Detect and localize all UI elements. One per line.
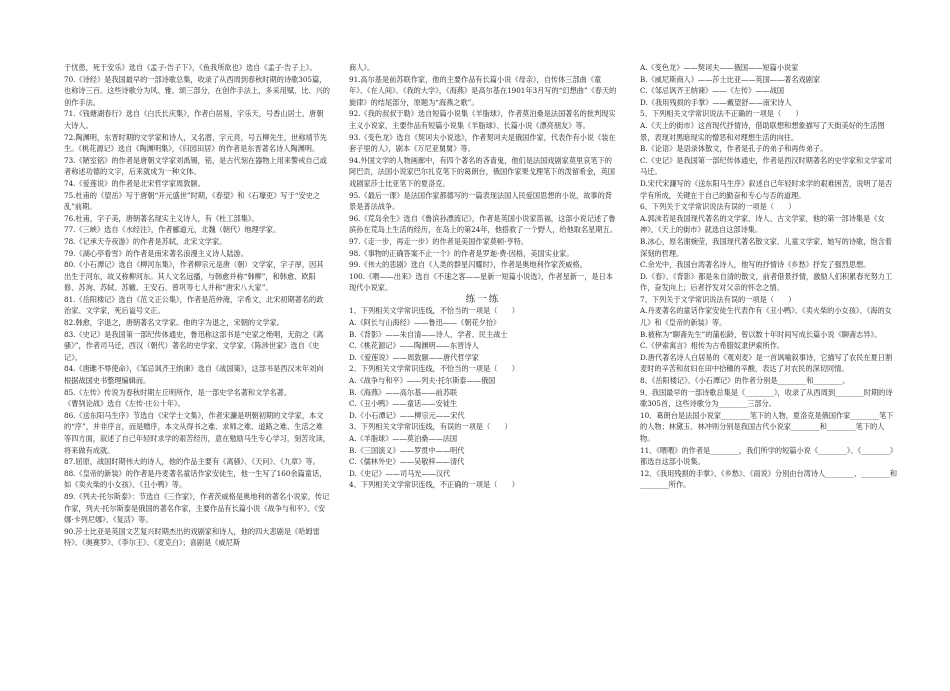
text-line: 94.外国文学的人物画廊中，有四个著名的吝啬鬼，他们是法国戏剧家莫里哀笔下的阿巴贡，法国小说家巴尔扎克笔下的葛朗台，俄国作家果戈理笔下的泼留希金，英国戏剧家莎士比亚笔下的夏洛克。 <box>349 155 615 188</box>
text-line: 81.《岳阳楼记》选自《范文正公集》，作者是范仲淹，字希文，北宋初期著名的政治家、文学家，死后谥号文正。 <box>64 294 324 316</box>
text-line: C.《儒林外史》——吴敬梓——清代 <box>349 457 465 467</box>
section-title: 练一练 <box>465 293 501 305</box>
text-line: 71.《钱塘湖春行》选自《白氏长庆集》，作者白居易，字乐天，号香山居士，唐朝大诗人。 <box>64 109 324 130</box>
text-line: 79.《湖心亭看雪》的作者是南宋著名浪漫主义诗人陆游。 <box>64 248 248 258</box>
text-line: C.余光中，我国台湾著名诗人，他写的抒情诗《乡愁》抒发了强烈思想。 <box>640 260 871 270</box>
text-line: 86.《送东阳马生序》节选自《宋学士文集》，作者宋濂是明朝初期的文学家，本文的“序”，并非序言，而是赠序，本文从得书之难、求师之难、道路之难、生活之难等四方面，叙述了自己年轻时求学的艰苦经历，意在勉励马生专心学习，刻苦攻读，将来做有成就。 <box>64 410 330 455</box>
text-line: C.《史记》是我国第一部纪传体通史，作者是西汉时期著名的史学家和文学家司马迁。 <box>640 155 892 177</box>
text-line: D.《爱莲说》——周敦颐——唐代哲学家 <box>349 352 479 362</box>
text-line: 90.莎士比亚是英国文艺复兴时期杰出的戏剧家和诗人，他的四大悲剧是《哈姆雷特》、《奥赛罗》、《李尔王》、《麦克白》；喜剧是《威尼斯 <box>64 526 320 548</box>
column-right <box>640 62 898 491</box>
text-line: 83.《史记》是我国第一部纪传体通史，鲁迅称这部书是“史家之绝唱，无韵之《离骚》”，作者司马迁，西汉（朝代）著名的史学家、文学家，《陈涉世家》选自《史记》。 <box>64 329 324 362</box>
text-line: 92.《我的叔叔于勒》选自短篇小说集《羊脂球》，作者莫泊桑是法国著名的批判现实主义小说家，主要作品有短篇小说集《羊脂球》、长篇小说《漂亮朋友》等。 <box>349 109 616 130</box>
text-line: 73.《陋室铭》的作者是唐朝文学家刘禹锡，铭，是古代刻在器物上用来警戒自己或者称述功德的文字，后来就成为一种文体。 <box>64 155 327 177</box>
text-line: 98.《事物的正确答案不止一个》的作者是罗迦·费·因格，美国实业家。 <box>349 248 574 258</box>
text-line: 商人》。 <box>349 63 375 72</box>
text-line: 82.韩愈，字退之，唐朝著名文学家。他的字为退之，宋朝的文学家。 <box>64 318 284 328</box>
text-line: A.《天上的街市》这首现代抒情诗，借助联想和想象描写了天街美好的生活图景，表现对黑暗现实的憎恶和对理想生活的向往。 <box>640 120 885 142</box>
text-line: 84.《唐雎不辱使命》，《邹忌讽齐王纳谏》选自《战国策》，这部书是西汉末年刘向根据战国史书整理编辑而。 <box>64 364 324 386</box>
text-line: 78.《记承天寺夜游》的作者是苏轼，北宋文学家。 <box>64 236 227 246</box>
text-line: 95.《最后一课》是法国作家都德写的一篇表现法国人民爱国思想的小说，故事的背景是普法战争。 <box>349 190 612 212</box>
text-line: B.《海燕》——高尔基——前苏联 <box>349 387 458 397</box>
column-left <box>64 62 330 549</box>
text-line: C.《丑小鸭》——童话——安徒生 <box>349 399 458 409</box>
text-line: C.《邹忌讽齐王纳谏》——《左传》——战国 <box>640 86 785 96</box>
text-line: B.《论语》是语录体散文，作者是孔子的弟子和再传弟子。 <box>640 144 828 154</box>
text-line: 6、下列关于文学常识说法有误的一项是（ ） <box>640 202 796 212</box>
text-line: A.《阿长与山海经》——鲁迅——《朝花夕拾》 <box>349 318 501 328</box>
text-line: 3、下列相关文学常识连线，有误的一项是（ ） <box>349 422 512 432</box>
text-line: 《曹刿论战》选自《左传·庄公十年》。 <box>64 399 185 409</box>
text-line: B.被称为“聊斋先生”的蒲松龄，曾以数十年时间写成长篇小说《聊斋志异》。 <box>640 329 882 339</box>
text-line: 88.《皇帝的新装》的作者是丹麦著名童话作家安徒生，他一生写了160余篇童话，如《卖火柴的小女孩》、《丑小鸭》等。 <box>64 468 327 490</box>
text-line: C.《伊索寓言》相传为古希腊奴隶伊索所作。 <box>640 341 785 351</box>
text-line: 5、下列相关文学常识说法不正确的一项是（ ） <box>640 109 803 119</box>
text-line: 80.《小石潭记》选自《柳河东集》，作者柳宗元是唐（朝）文学家，字子厚，因其出生于河东，故又称柳河东。其人文名远播，与韩愈并称“韩柳”，和韩愈、欧阳修、苏洵、苏轼、苏辙、王安石、曾巩等七人并称“唐宋八大家”。 <box>64 260 324 293</box>
text-line: 7、下列关于文学常识说法有误的一项是（ ） <box>640 294 796 304</box>
text-line: A.《羊脂球》——莫泊桑——法国 <box>349 434 458 443</box>
text-line: 85.《左传》传说为春秋时期左丘明所作，是一部史学名著和文学名著。 <box>64 387 292 397</box>
text-line: 10、葛朗台是法国小说家________笔下的人物，夏洛克是俄国作家________笔下的人物；林黛玉、林冲则分别是我国古代小说家________和________笔下的人物。 <box>640 410 894 443</box>
text-line: B.《三国演义》——罗贯中——明代 <box>349 445 465 455</box>
text-line: 11、《喂喂》的作者是________，我们所学的短篇小说《________》、《________》都选自这部小说集。 <box>640 445 898 467</box>
text-line: 70.《诗经》是我国最早的一部诗歌总集，收录了从西周到春秋时期的诗歌305篇，也称诗三百。这些诗歌分为风、雅、颂三部分，在创作手法上，多采用赋、比、兴的创作手法。 <box>64 74 330 107</box>
column-middle <box>349 62 617 491</box>
text-line: 96.《荒岛余生》选自《鲁滨孙漂流记》，作者是英国小说家笛福，这部小说记述了鲁滨孙在荒岛上生活的经历，在岛上的第24年，他搭救了一个野人，给他取名星期五。 <box>349 213 617 235</box>
text-line: 于忧患，死于安乐》选自《孟子·告子下》，《鱼我所欲也》选自《孟子·告子上》。 <box>64 63 317 72</box>
text-line: D.《春》、《背影》都是朱自清的散文，前者借景抒情，激励人们积累春光努力工作，奋发向上；后者抒发对父亲的怀念之情。 <box>640 271 893 293</box>
text-line: A.《变色龙》——契诃夫——俄国——短篇小说家 <box>640 63 799 72</box>
text-line: 12、《我用残损的手掌》、《乡愁》、《雨说》分别由台湾诗人________、________和________所作。 <box>640 468 898 490</box>
text-line: D.《我用残损的手掌》——戴望舒——南宋诗人 <box>640 97 792 107</box>
text-line: D.唐代著名诗人白居易的《观刈麦》是一首讽喻叙事诗，它描写了农民在夏日割麦时的辛苦和贫妇在田中拾穗的辛酸，表达了对农民的深切同情。 <box>640 352 893 374</box>
text-line: 8、《岳阳楼记》、《小石潭记》的作者分别是________和________。 <box>640 376 850 386</box>
text-line: 87.屈原，战国时期伟大的诗人，他的作品主要有《离骚》、《天问》、《九章》等。 <box>64 457 320 467</box>
text-line: 93.《变色龙》选自《契诃夫小说选》，作者契诃夫是俄国作家，代表作有小说《装在套子里的人》，剧本《万尼亚舅舅》等。 <box>349 132 616 154</box>
text-line: C.《桃花源记》——陶渊明——东晋诗人 <box>349 341 479 351</box>
text-line: 99.《伟大的悲剧》选自《人类的群星闪耀时》，作者是奥地利作家茨威格。 <box>349 260 587 270</box>
text-line: 74.《爱莲说》的作者是北宋哲学家周敦颐。 <box>64 178 205 188</box>
text-line: 97.《走一步，再走一步》的作者是美国作家莫顿·亨特。 <box>349 236 529 246</box>
text-line: B.《威尼斯商人》——莎士比亚——英国——著名戏剧家 <box>640 74 821 84</box>
text-line: 100.《喂——出来》选自《不速之客——星新一短篇小说选》，作者星新一，是日本现代小说家。 <box>349 271 613 293</box>
text-line: 76.杜甫，字子美，唐朝著名现实主义诗人，有《杜工部集》。 <box>64 213 259 223</box>
text-line: 89.《列夫·托尔斯泰》：节选自《三作家》，作者茨威格是奥地利的著名小说家，传记作家，列夫·托尔斯泰是俄国的著名作家，主要作品有长篇小说《战争与和平》、《安娜·卡列尼娜》、《复活》等。 <box>64 491 330 525</box>
text-line: D.《史记》——司马光——汉代 <box>349 468 451 478</box>
text-line: A.郭沫若是我国现代著名的文学家、诗人、古文学家，他的第一部诗集是《女神》，《天上的街市》就选自这部诗集。 <box>640 213 885 235</box>
text-line: 75.杜甫的《望岳》写于唐朝“开元盛世”时期，《春望》和《石壕吏》写于“安史之乱”前期。 <box>64 190 321 212</box>
text-line: B.冰心，原名谢婉莹，我国现代著名散文家、儿童文学家，她写的诗歌，饱含着深刻的哲理。 <box>640 236 892 258</box>
text-line: 9、我国最早的一部诗歌总集是《________》，收录了从西周到________时期的诗歌305首，这些诗歌分为________三部分。 <box>640 387 893 409</box>
text-line: 1、下列相关文学常识连线，不恰当的一项是（ ） <box>349 306 519 316</box>
text-line: D.宋代宋濂写的《送东阳马生序》叙述自己年轻时求学的艰难困苦，说明了是否学有所成，关键在于自己的勤奋和专心与否的道理。 <box>640 178 893 200</box>
text-line: 4、下列相关文学常识连线，不正确的一项是（ ） <box>349 480 519 490</box>
text-line: D.《小石潭记》——柳宗元——宋代 <box>349 410 465 420</box>
text-line: 77.《三峡》选自《水经注》，作者郦道元，北魏（朝代）地理学家。 <box>64 225 281 235</box>
text-line: 91.高尔基是前苏联作家，他的主要作品有长篇小说《母亲》，自传体三部曲《童年》、《在人间》、《我的大学》，《海燕》是高尔基在1901年3月写的“幻想曲”《春天的旋律》的结尾部分，原题为“海燕之歌”。 <box>349 74 617 107</box>
text-line: A.丹麦著名的童话作家安徒生代表作有《丑小鸭》、《卖火柴的小女孩》、《海的女儿》和《皇帝的新装》等。 <box>640 306 892 328</box>
text-line: A.《战争与和平》——列夫·托尔斯泰——俄国 <box>349 376 496 386</box>
text-line: 2、下列相关文学常识连线，不恰当的一项是（ ） <box>349 364 519 374</box>
text-line: 72.陶渊明，东晋时期的文学家和诗人，又名潜，字元亮，号五柳先生，世称靖节先生。《桃花源记》选自《陶渊明集》，《归园田居》的作者是东晋著名诗人陶渊明。 <box>64 132 327 154</box>
text-line: B.《背影》——朱自清——诗人、学者、民主战士 <box>349 329 508 339</box>
